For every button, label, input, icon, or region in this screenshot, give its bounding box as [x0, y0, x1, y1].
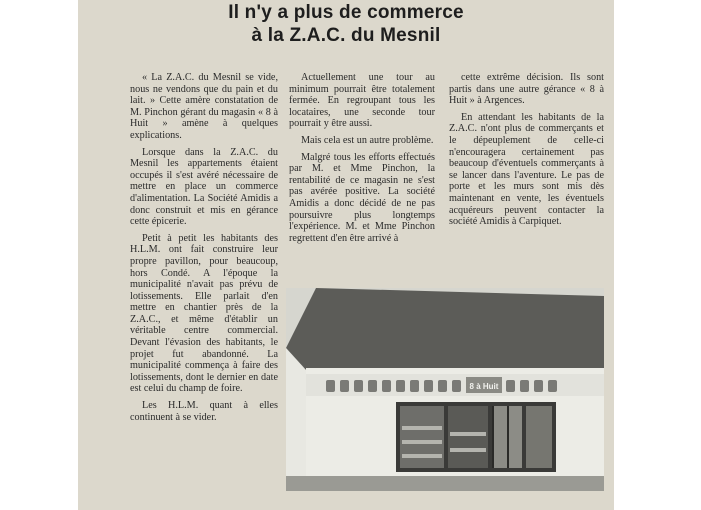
paragraph: Lorsque dans la Z.A.C. du Mesnil les appartements étaient occupés il s'est avéré nécessaire de mettre en place un commerce d'alimentation. La Société Amidis a donc construit et mis en gérance cette épicerie.: [130, 146, 278, 228]
paragraph: Les H.L.M. quant à elles continuent à se vider.: [130, 400, 278, 423]
article-column-2: [289, 72, 435, 249]
store-building-illustration: [286, 288, 604, 491]
headline-line-1: Il n'y a plus de commerce: [228, 2, 464, 23]
paragraph: En attendant les habitants de la Z.A.C. n'ont plus de commerçants et le dépeuplement de celle-ci n'encouragera certainement pas beaucoup d'éventuels commerçants à se lancer dans l'aventure. Le pas de porte et les murs sont mis dès maintenant en vente, les éventuels acquéreurs peuvent contacter la société Amidis à Carpiquet.: [449, 111, 604, 228]
paragraph: cette extrême décision. Ils sont partis dans une autre gérance « 8 à Huit » à Argences.: [449, 72, 604, 107]
paragraph: Petit à petit les habitants des H.L.M. ont fait construire leur propre pavillon, pour beaucoup, hors Condé. A l'époque la municipalité n'avait pas prévu de lotissements. Elle parlait d'en mettre en chantier près de la Z.A.C., et même d'établir un véritable centre commercial. Devant l'évasion des habitants, le projet fut abandonné. La municipalité commença à faire des lotissements, dont le dernier en date est celui du champ de foire.: [130, 232, 278, 395]
newspaper-clipping: [78, 0, 614, 510]
store-sign-text: 8 à Huit: [469, 382, 499, 391]
article-column-1: [130, 72, 278, 428]
paragraph: Actuellement une tour au minimum pourrait être totalement fermée. En regroupant tous les locataires, une seconde tour pourrait y être aussi.: [289, 72, 435, 130]
paragraph: Mais cela est un autre problème.: [301, 134, 434, 146]
paragraph: Malgré tous les efforts effectués par M. et Mme Pinchon, la rentabilité de ce magasin ne s'est pas avérée positive. La société Amidis a donc décidé de ne pas poursuivre plus longtemps l'expérience. M. et Mme Pinchon regrettent d'en être arrivé à: [289, 151, 435, 244]
paragraph: « La Z.A.C. du Mesnil se vide, nous ne vendons que du pain et du lait. » Cette amère constatation de M. Pinchon gérant du magasin « 8 à Huit » amène à quelques explications.: [130, 72, 278, 141]
article-column-3: [449, 72, 604, 233]
headline-line-2: à la Z.A.C. du Mesnil: [251, 25, 441, 46]
store-photo: [286, 288, 604, 491]
